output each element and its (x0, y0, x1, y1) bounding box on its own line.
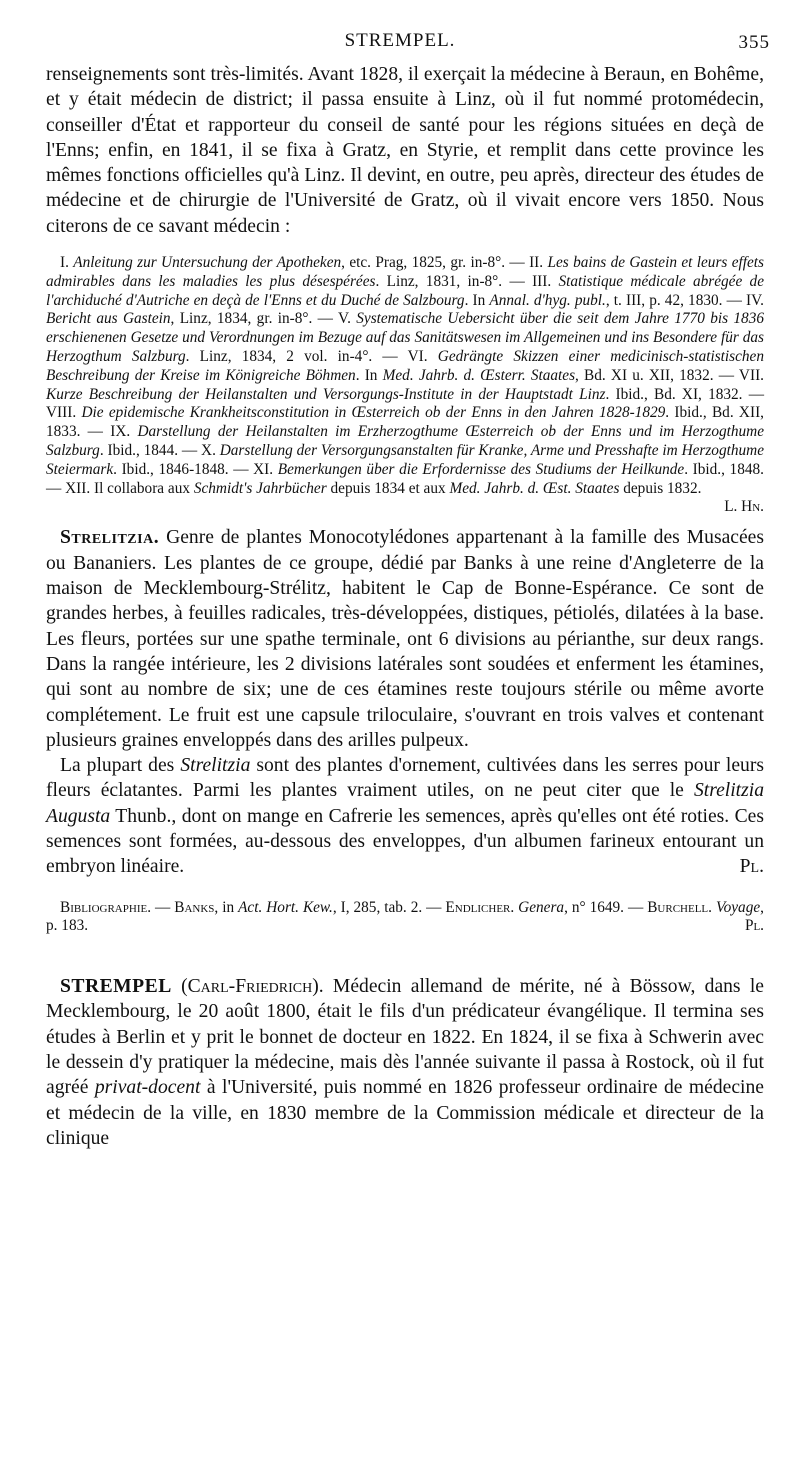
biblio-author: Banks (174, 898, 215, 916)
work-title: Statistique médicale abrégée de l'archiduché d'Autriche en deçà de l'Enns et du Duché de Salzbourg (46, 272, 764, 309)
page-body (46, 62, 764, 1151)
work-title: Kurze Beschreibung der Heilanstalten und Versorgungs-Institute in der Hauptstadt Linz (46, 385, 606, 403)
works-text: . Ibid., 1846-1848. — XI. (113, 460, 278, 478)
work-title: Systematische Uebersicht über die seit dem Jahre 1770 bis 1836 erschienenen Gesetze und Verordnungen im Bezuge auf das Sanitätswesen im Allgemeinen und ins Besondere für das Herzogthum Salzburg (46, 310, 764, 366)
work-title: Anleitung zur Untersuchung der Apotheken (73, 254, 342, 272)
works-text: depuis 1832. (619, 479, 702, 497)
works-text: , Bd. XI u. XII, 1832. — VII. (575, 366, 764, 384)
works-text: . Linz, 1834, 2 vol. in-4°. — VI. (185, 348, 438, 366)
intro-paragraph: renseignements sont très-limités. Avant 1828, il exerçait la médecine à Beraun, en Bohême, et y était médecin de district; il passa ensuite à Linz, où il fut nommé protomédecin, conseiller d'État et rapporteur du conseil de santé pour les régions situées en deçà de l'Enns; enfin, en 1841, il se fixa à Gratz, en Styrie, et remplit dans cette province les mêmes fonctions officielles qu'à Linz. Il devint, en outre, peu après, directeur des études de médecine et de chirurgie de l'Université de Gratz, où il vivait encore vers 1850. Nous citerons de ce savant médecin : (46, 64, 764, 237)
biblio-title: Voyage (715, 898, 761, 916)
biblio-author: Burchell. (647, 898, 712, 916)
running-title: STREMPEL. (344, 30, 456, 51)
works-text: . Ibid., Bd. XII, 1833. — IX. (46, 404, 764, 441)
strelitzia-text: Genre de plantes Monocotylédones appartenant à la famille des Musacées ou Bananiers. Les plantes de ce groupe, dédié par Banks à une reine d'Angleterre de la maison de Mecklembourg-Strélitz, habitent le Cap de Bonne-Espérance. Ce sont de grandes herbes, à feuilles radicales, très-développées, distiques, pétiolés, dilatées à la base. Les fleurs, portées sur une spathe terminale, ont 6 divisions au périanthe, sur deux rangs. Dans la rangée intérieure, les 2 divisions latérales sont soudées et enferment les étamines, qui sont au nombre de six; une de ces étamines reste toujours stérile ou même avorte complétement. Le fruit est une capsule triloculaire, s'ouvrant en trois valves et contenant plusieurs graines enveloppés dans des arilles pulpeux. (46, 527, 764, 751)
biblio-text: , I, 285, tab. 2. — (332, 898, 446, 916)
works-list (46, 254, 764, 516)
strelitzia-text: Thunb., dont on mange en Cafrerie les semences, après qu'elles ont été roties. Ces semences sont formées, au-dessous des enveloppes, d'un albumen farineux entourant un embryon linéaire. (46, 805, 764, 878)
biblio-text: , p. 183. (46, 898, 764, 935)
strelitzia-paragraph-2 (46, 753, 764, 879)
works-text: . In (355, 366, 383, 384)
works-text: depuis 1834 et aux (326, 479, 450, 497)
biblio-author: Endlicher. (445, 898, 515, 916)
work-title: Les bains de Gastein et leurs effets admirables dans les maladies les plus désespérées (46, 254, 764, 290)
biblio-title: Act. Hort. Kew. (238, 898, 333, 916)
journal-title: Schmidt's Jahrbücher (193, 479, 327, 497)
work-title: Die epidemische Krankheitsconstitution in Œsterreich ob der Enns in den Jahren 1828-1829 (81, 404, 666, 422)
works-text: , Linz, 1834, gr. in-8°. — V. (170, 310, 357, 328)
strempel-text: à l'Université, puis nommé en 1826 professeur ordinaire de médecine et médecin de la ville, en 1830 membre de la Commission médicale et directeur de la clinique (46, 1077, 764, 1149)
work-title: Darstellung der Heilanstalten im Erzherzogthume Œsterreich ob der Enns und im Herzogthume Salzburg (46, 423, 764, 460)
page-number: 355 (738, 32, 770, 53)
journal-title: Med. Jahrb. d. Œst. Staates (449, 479, 620, 497)
works-text: . Ibid., Bd. XI, 1832. — VIII. (46, 385, 764, 422)
works-text: . Ibid., 1844. — X. (99, 442, 220, 460)
strelitzia-text: sont des plantes d'ornement, cultivées dans les serres pour leurs fleurs éclatantes. Parmi les plantes vraiment utiles, on ne peut citer que le (46, 755, 764, 802)
bibliography (46, 899, 764, 937)
given-names: (Carl-Friedrich). (171, 976, 324, 998)
biblio-text: — (151, 898, 175, 916)
genus-name: Strelitzia (180, 755, 251, 777)
species-name: Strelitzia Augusta (46, 780, 764, 827)
biblio-label: Bibliographie. (60, 898, 152, 916)
entry-headword: Strelitzia. (60, 527, 160, 549)
biblio-text: , n° 1649. — (564, 898, 648, 916)
work-title: Gedrängte Skizzen einer medicinisch-statistischen Beschreibung der Kreise im Königreiche Böhmen (46, 348, 764, 384)
journal-title: Annal. d'hyg. publ. (489, 291, 606, 309)
strelitzia-text: La plupart des (60, 755, 181, 777)
works-text: . Ibid., 1848. — XII. Il collabora aux (46, 460, 764, 497)
biblio-title: Genera (518, 898, 565, 916)
works-text: . Linz, 1831, in-8°. — III. (375, 272, 559, 290)
work-title: Darstellung der Versorgungsanstalten für Kranke, Arme und Presshafte im Herzogthume Steiermark (46, 442, 764, 478)
running-header (0, 6, 800, 53)
author-signature: L. Hn. (724, 498, 764, 516)
entry-headword: STREMPEL (60, 976, 172, 998)
biblio-text: , in (214, 898, 239, 916)
journal-title: Med. Jahrb. d. Œsterr. Staates (382, 366, 576, 384)
strempel-text: Médecin allemand de mérite, né à Bössow, dans le Mecklembourg, le 20 août 1800, était le fils d'un prédicateur évangélique. Il termina ses études à Berlin et y prit le bonnet de docteur en 1822. En 1824, il se fixa à Schwerin avec le dessein d'y pratiquer la médecine, mais dès l'année suivante il passa à Rostock, où il fut agréé (46, 976, 764, 1099)
author-signature: Pl. (739, 856, 764, 878)
strempel-paragraph (46, 974, 764, 1151)
strelitzia-paragraph (46, 525, 764, 753)
work-title: Bericht aus Gastein (46, 310, 171, 328)
works-text: , t. III, p. 42, 1830. — IV. (605, 291, 764, 309)
works-text: . In (464, 291, 490, 309)
works-text: , etc. Prag, 1825, gr. in-8°. — II. (341, 254, 548, 272)
work-title: Bemerkungen über die Erfordernisse des Studiums der Heilkunde (277, 460, 685, 478)
academic-title: privat-docent (94, 1077, 201, 1099)
works-text: I. (60, 254, 74, 272)
author-signature: Pl. (744, 917, 764, 935)
